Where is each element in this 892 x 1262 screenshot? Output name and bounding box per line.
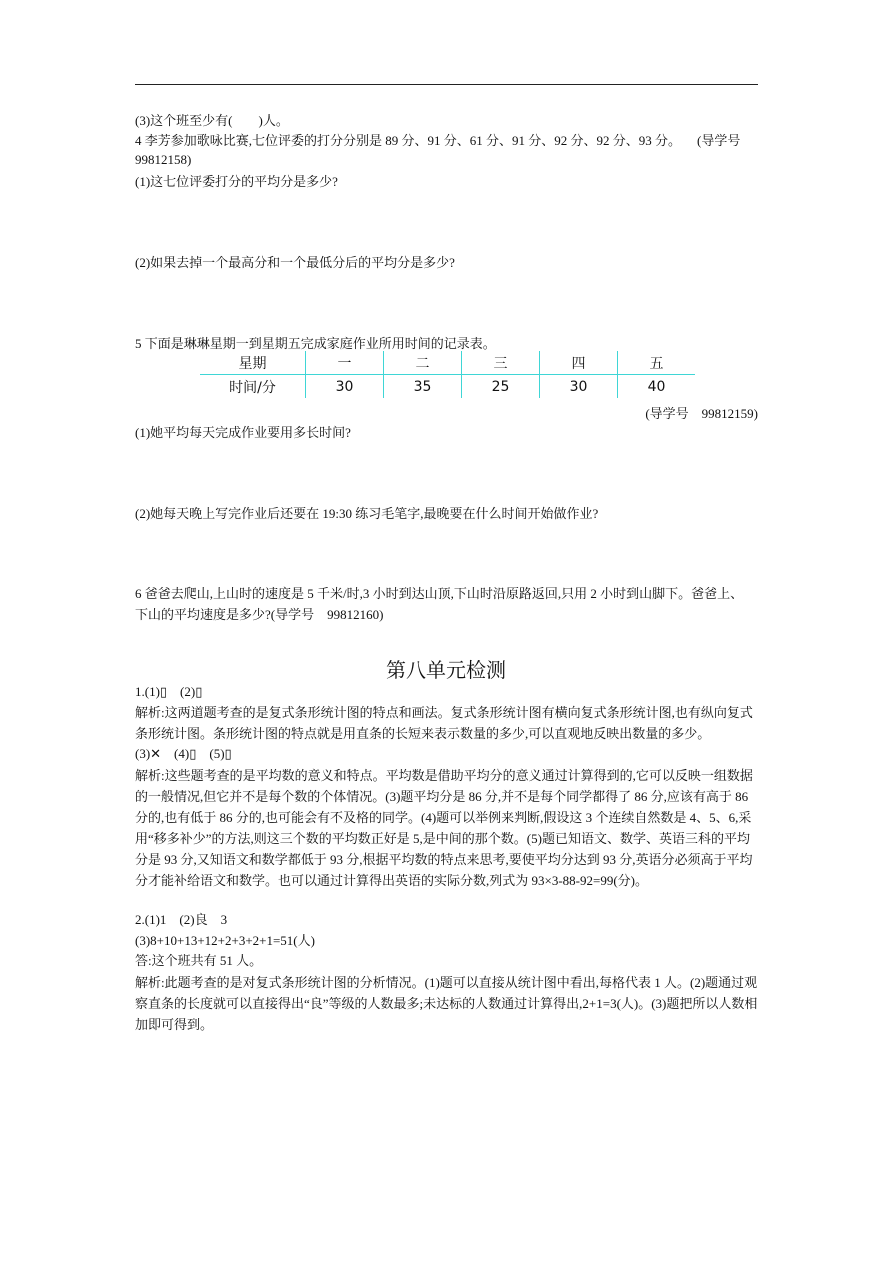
answer-3-5-explanation: 解析:这些题考查的是平均数的意义和特点。平均数是借助平均分的意义通过计算得到的,它可以反映一组数据的一般情况,但它并不是每个数的个体情况。(3)题平均分是 86 分,并不是每个同学都得了 86 分,应该有高于 86 分的,也有低于 86 分的,也可能会有不及格的同学。(4)题可以举例来判断,假设这 3 个连续自然数是 4、5、6,采用“移多补少”的方法,则这三个数的平均数正好是 5,是中间的那个数。(5)题已知语文、数学、英语三科的平均分是 93 分,又知语文和数学都低于 93 分,根据平均数的特点来思考,要使平均分达到 93 分,英语分必须高于平均分才能补给语文和数学。也可以通过计算得出英语的实际分数,列式为 93×3-88-92=99(分)。 <box>135 768 753 888</box>
table-cell-day: 四 <box>540 351 618 375</box>
homework-time-table <box>200 351 695 398</box>
q4-sub2: (2)如果去掉一个最高分和一个最低分后的平均分是多少? <box>135 255 455 270</box>
answer-3-5: (3)✕ (4)▯ (5)▯ <box>135 746 232 761</box>
table-header-minutes: 时间/分 <box>229 379 276 396</box>
table-cell-minutes: 35 <box>384 375 462 399</box>
section-title: 第八单元检测 <box>386 658 506 682</box>
table-header-weekday: 星期 <box>200 351 306 375</box>
q5-stem: 5 下面是琳琳星期一到星期五完成家庭作业所用时间的记录表。 <box>135 336 496 351</box>
answer-2: 2.(1)1 (2)良 3 <box>135 912 228 927</box>
table-cell-day: 五 <box>618 351 696 375</box>
q4-sub1: (1)这七位评委打分的平均分是多少? <box>135 174 338 189</box>
table-cell-minutes: 30 <box>306 375 384 399</box>
answer-2-calculation: (3)8+10+13+12+2+3+2+1=51(人) <box>135 933 315 948</box>
q5-sub2: (2)她每天晚上写完作业后还要在 19:30 练习毛笔字,最晚要在什么时间开始做作业? <box>135 506 599 521</box>
table-row-minutes <box>200 375 695 399</box>
q6-line2: 下山的平均速度是多少?(导学号 99812160) <box>135 607 384 622</box>
table-cell-minutes: 25 <box>462 375 540 399</box>
answer-1-explanation: 解析:这两道题考查的是复式条形统计图的特点和画法。复式条形统计图有横向复式条形统计图,也有纵向复式条形统计图。条形统计图的特点就是用直条的长短来表示数量的多少,可以直观地反映出数量的多少。 <box>135 705 753 741</box>
table-cell-day: 二 <box>384 351 462 375</box>
table-cell-day: 三 <box>462 351 540 375</box>
table-cell-minutes: 30 <box>540 375 618 399</box>
answer-1: 1.(1)▯ (2)▯ <box>135 684 203 699</box>
q5-sub1: (1)她平均每天完成作业要用多长时间? <box>135 425 351 440</box>
q4-ref-prefix: (导学号 <box>697 133 741 148</box>
q4-ref-number: 99812158) <box>135 152 192 167</box>
q3-line: (3)这个班至少有( )人。 <box>135 113 289 128</box>
q4-stem <box>135 132 758 149</box>
table-cell-day: 一 <box>306 351 384 375</box>
answer-2-result: 答:这个班共有 51 人。 <box>135 953 263 968</box>
answer-2-explanation: 解析:此题考查的是对复式条形统计图的分析情况。(1)题可以直接从统计图中看出,每格代表 1 人。(2)题通过观察直条的长度就可以直接得出“良”等级的人数最多;未达标的人数通过计算得出,2+1=3(人)。(3)题把所以人数相加即可得到。 <box>135 975 758 1032</box>
top-rule <box>135 84 758 85</box>
q4-stem-text: 4 李芳参加歌咏比赛,七位评委的打分分别是 89 分、91 分、61 分、91 分、92 分、92 分、93 分。 <box>135 133 682 148</box>
q6-line1: 6 爸爸去爬山,上山时的速度是 5 千米/时,3 小时到达山顶,下山时沿原路返回,只用 2 小时到山脚下。爸爸上、 <box>135 586 744 601</box>
table-cell-minutes: 40 <box>618 375 696 399</box>
q5-ref: (导学号 99812159) <box>645 406 758 421</box>
table-row-weekday <box>200 351 695 375</box>
